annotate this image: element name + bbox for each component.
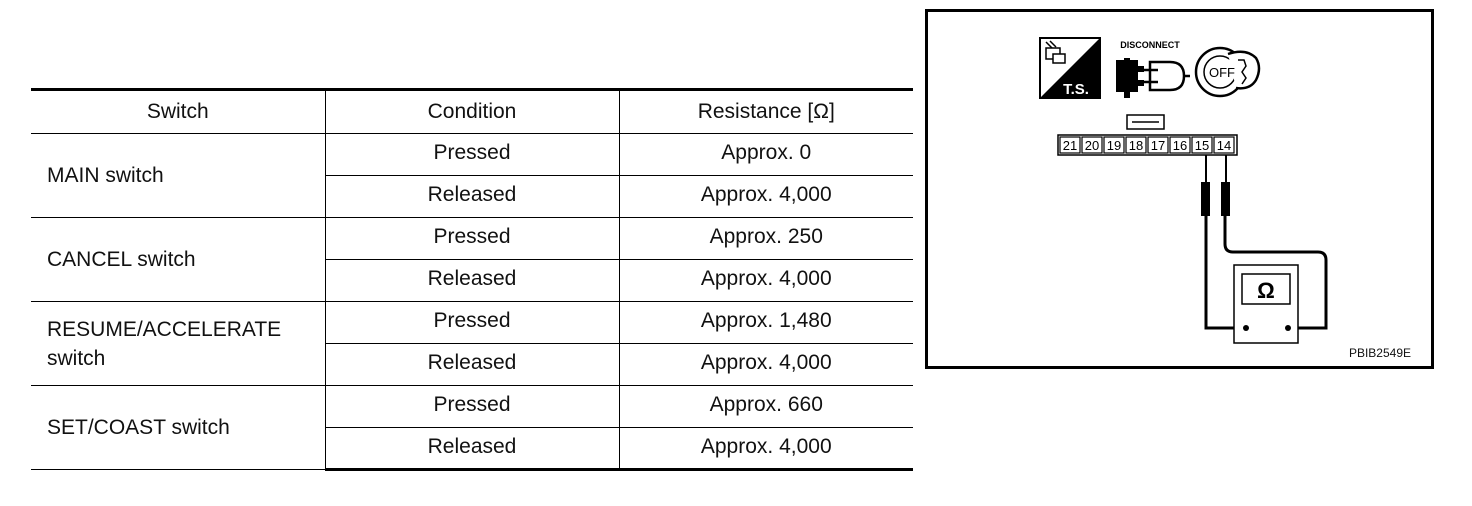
condition-cell: Pressed (325, 134, 619, 176)
diagram-drawing (928, 12, 1431, 366)
disconnect-connector-icon (1116, 40, 1190, 98)
disconnect-label: DISCONNECT (1120, 40, 1180, 50)
resistance-cell: Approx. 4,000 (619, 260, 913, 302)
connector-pin-number: 20 (1084, 138, 1100, 153)
condition-cell: Pressed (325, 386, 619, 428)
header-switch: Switch (31, 90, 325, 134)
connector-pin-number: 14 (1216, 138, 1232, 153)
header-resistance: Resistance [Ω] (619, 90, 913, 134)
condition-cell: Released (325, 176, 619, 218)
resistance-cell: Approx. 4,000 (619, 176, 913, 218)
connector-pin-number: 18 (1128, 138, 1144, 153)
resistance-spec-table (31, 88, 913, 471)
table-row (31, 134, 913, 176)
switch-name-cancel: CANCEL switch (31, 218, 325, 302)
resistance-cell: Approx. 1,480 (619, 302, 913, 344)
table-row (31, 302, 913, 344)
figure-code: PBIB2549E (1348, 346, 1411, 360)
connector-pin-number: 21 (1062, 138, 1078, 153)
table-row (31, 386, 913, 428)
condition-cell: Released (325, 260, 619, 302)
condition-cell: Pressed (325, 218, 619, 260)
ts-label: T.S. (1063, 81, 1089, 98)
condition-cell: Pressed (325, 302, 619, 344)
switch-name-set: SET/COAST switch (31, 386, 325, 470)
condition-cell: Released (325, 428, 619, 470)
resistance-cell: Approx. 0 (619, 134, 913, 176)
ohmmeter (1234, 265, 1298, 343)
connector-pin-number: 15 (1194, 138, 1210, 153)
resistance-cell: Approx. 250 (619, 218, 913, 260)
measurement-diagram (925, 9, 1434, 369)
connector-pin-number: 17 (1150, 138, 1166, 153)
ignition-off-label: OFF (1209, 65, 1235, 80)
connector-pin-number: 19 (1106, 138, 1122, 153)
resistance-cell: Approx. 4,000 (619, 344, 913, 386)
table-row (31, 218, 913, 260)
ohm-symbol: Ω (1257, 278, 1275, 303)
connector-pin-number: 16 (1172, 138, 1188, 153)
condition-cell: Released (325, 344, 619, 386)
header-condition: Condition (325, 90, 619, 134)
harness-connector (1058, 115, 1237, 155)
switch-name-main: MAIN switch (31, 134, 325, 218)
table-header-row (31, 90, 913, 134)
switch-name-resume: RESUME/ACCELERATE switch (31, 302, 325, 386)
ignition-key-icon (1196, 48, 1259, 96)
resistance-cell: Approx. 660 (619, 386, 913, 428)
resistance-cell: Approx. 4,000 (619, 428, 913, 470)
test-symbol-icon (1040, 38, 1100, 98)
